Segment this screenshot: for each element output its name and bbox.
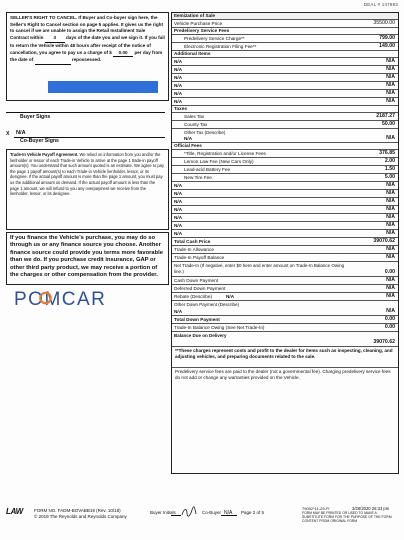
additional-value: N/A: [386, 58, 395, 64]
fee-na-value: N/A: [386, 230, 395, 236]
fee-na-item: N/A: [174, 223, 183, 228]
fee-na-item: N/A: [174, 199, 183, 204]
row-additional-1: [172, 58, 398, 66]
cobuyer-signature-area[interactable]: [6, 125, 169, 145]
row-additional-5: [172, 90, 398, 98]
additional-item: N/A: [174, 99, 183, 104]
row-other-down: [172, 301, 398, 316]
row-county-tax: [172, 121, 398, 129]
additional-value: N/A: [386, 74, 395, 80]
tradein-title: Trade-In Vehicle Payoff Agreement.: [10, 152, 79, 157]
row-additional-2: [172, 66, 398, 74]
label-vehicle-price: Vehicle Purchase Price: [174, 21, 223, 26]
itemization-table: [171, 12, 399, 474]
cancel-charge: 0.00: [113, 50, 133, 58]
row-balance-due: [172, 332, 398, 347]
row-additional-6: [172, 98, 398, 106]
row-tradein-allowance: [172, 246, 398, 254]
row-fee-na-7: [172, 230, 398, 238]
fee-na-item: N/A: [174, 231, 183, 236]
print-datetime: 3/28/2020 26:33 pm: [352, 506, 390, 511]
fee-na-item: N/A: [174, 191, 183, 196]
additional-item: N/A: [174, 59, 183, 64]
row-rebate: [172, 293, 398, 301]
cancel-text-4: repossessed.: [71, 57, 102, 63]
law-logo: LAW: [6, 507, 23, 516]
row-fee-na-6: [172, 222, 398, 230]
additional-value: N/A: [386, 66, 395, 72]
row-total-down: [172, 316, 398, 324]
cancel-text-2: days of the date you and we sign it. If you fail to return the Vehicle within 48 hours after receipt of the notice of cancellation, you agree to pay us a charge of $: [10, 35, 165, 55]
row-taxes-header: [172, 106, 398, 113]
buyer-signature-line: [6, 112, 165, 113]
label-tradein-balance: Trade-In Balance Owing (See Net Trade-In): [174, 325, 265, 330]
cancel-days: 3: [45, 35, 65, 43]
row-electronic-reg: [172, 43, 398, 51]
value-new-tire: 5.00: [384, 174, 395, 180]
footnote-bold-text: **These charges represent costs and profit to the dealer for items such as inspecting, cleaning, and adjusting vehicles, and preparing documents related to the sale.: [175, 348, 393, 360]
initials-signature-icon: [181, 506, 197, 518]
additional-item: N/A: [174, 75, 183, 80]
fee-na-item: N/A: [174, 183, 183, 188]
row-fee-na-2: [172, 190, 398, 198]
cobuyer-x-mark: X: [6, 131, 10, 137]
row-fee-na-5: [172, 214, 398, 222]
label-predelivery: Predelivery Service Fees: [174, 28, 230, 33]
label-new-tire: New Tire Fee: [184, 175, 212, 180]
fee-na-item: N/A: [174, 215, 183, 220]
label-sales-tax: Sales Tax: [184, 114, 205, 119]
value-net-tradein: 0.00: [384, 269, 395, 275]
left-column: [6, 12, 169, 285]
value-county-tax: 50.00: [382, 121, 395, 127]
fee-na-value: N/A: [386, 214, 395, 220]
row-predelivery-header: [172, 28, 398, 35]
predelivery-footnote-2: [172, 368, 398, 383]
value-total-cash-price: 39070.62: [373, 238, 395, 244]
label-title-fees: *Title, Registration and/or License Fees: [184, 151, 266, 156]
value-lemon-law: 2.00: [384, 158, 395, 164]
row-vehicle-price: [172, 20, 398, 28]
row-title-fees: [172, 150, 398, 158]
cobuyer-signs-label: Co-Buyer Signs: [20, 138, 59, 144]
form-description: FORM MAY BE PRINTED OR USED TO MAKE A SUBSTITUTE FORM FOR THE PURPOSE OF THE FORM CONTENT FROM ORIGINAL FORM: [302, 511, 392, 523]
buyer-initials-line[interactable]: [171, 515, 181, 516]
row-official-fees-header: [172, 143, 398, 150]
row-tradein-payoff: [172, 254, 398, 262]
fee-na-value: N/A: [386, 198, 395, 204]
cancel-text-3: per day from the date of: [10, 49, 163, 63]
row-additional-4: [172, 82, 398, 90]
label-other-down: Other Down Payment (Describe): [174, 302, 240, 307]
row-predelivery-service: [172, 35, 398, 43]
form-number: FORM NO. FADM-BOVABB19 (Rev. 10/18): [34, 508, 121, 513]
value-electronic-reg: 149.00: [379, 43, 395, 49]
value-rebate: N/A: [386, 293, 395, 299]
footnote-text: Predelivery service fees are paid to the dealer (not a governmental fee). Charging predelivery service fees do not add or change any warranties provided on the Vehicle.: [175, 369, 391, 381]
fee-na-item: N/A: [174, 207, 183, 212]
value-tradein-payoff: N/A: [386, 254, 395, 260]
label-total-down: Total Down Payment: [174, 317, 220, 322]
itemization-title: Itemization of Sale: [174, 13, 216, 18]
fee-na-value: N/A: [386, 190, 395, 196]
finance-disclosure: [6, 232, 169, 285]
label-cash-down: Cash Down Payment: [174, 278, 219, 283]
predelivery-footnote: [172, 347, 398, 368]
fee-na-value: N/A: [386, 182, 395, 188]
row-cash-down: [172, 277, 398, 285]
value-lead-acid: 1.50: [384, 166, 395, 172]
value-cash-down: N/A: [386, 277, 395, 283]
label-official-fees: Official Fees: [174, 143, 202, 148]
finance-text: If you finance the Vehicle's purchase, you may do so through us or any finance source you choose. Another finance source could provide you terms more favorable than we do. If you purchase credit insurance, GAP or other third party product, we may receive a portion of the charges or other compensation from the provider.: [10, 235, 164, 279]
additional-value: N/A: [386, 90, 395, 96]
label-county-tax: County Tax: [184, 122, 208, 127]
row-additional-3: [172, 74, 398, 82]
buyer-signature-area[interactable]: [6, 102, 169, 125]
other-down-na: N/A: [174, 309, 183, 314]
value-tradein-balance: 0.00: [384, 324, 395, 330]
cancel-blank: [35, 57, 71, 65]
value-vehicle-price: 35500.00: [373, 20, 395, 26]
row-fee-na-4: [172, 206, 398, 214]
fee-na-value: N/A: [386, 222, 395, 228]
cobuyer-na: N/A: [16, 130, 26, 136]
value-tradein-allowance: N/A: [386, 246, 395, 252]
additional-value: N/A: [386, 98, 395, 104]
row-tradein-balance: [172, 324, 398, 332]
row-fee-na-1: [172, 182, 398, 190]
form-code: 79092*11-29-FI: [302, 506, 330, 511]
row-lemon-law: [172, 158, 398, 166]
value-other-tax: N/A: [386, 135, 395, 141]
row-other-tax: [172, 129, 398, 143]
value-total-down: 0.00: [384, 316, 395, 322]
additional-item: N/A: [174, 83, 183, 88]
copyright: © 2019 The Reynolds and Reynolds Company: [34, 514, 127, 519]
redaction-box: [48, 81, 158, 93]
label-total-cash-price: Total Cash Price: [174, 239, 211, 244]
additional-item: N/A: [174, 91, 183, 96]
label-tradein-payoff: Trade-In Payoff Balance: [174, 255, 225, 260]
row-sales-tax: [172, 113, 398, 121]
label-taxes: Taxes: [174, 106, 187, 111]
buyer-initials-label: Buyer Initials: [150, 510, 176, 515]
value-deferred-down: N/A: [386, 285, 395, 291]
buyer-signs-label: Buyer Signs: [20, 114, 51, 120]
label-tradein-allowance: Trade-In Allowance: [174, 247, 214, 252]
itemization-header: [172, 13, 398, 20]
tradein-text: We relied on information from you and/or the lienholder or lessor of each Trade-in Vehicle to arrive at the page 1 trade-in payoff amount(s). You understand that such amount quoted is an estimate. We agree to pay the page 1 payoff amount(s) to each Trade-in Vehicle lienholder, lessor, or its designee. If the actual payoff amount is more than the page 1 amount, you must pay us the additional amount on demand. If the actual payoff amount is less than the page 1 amount, we will refund to you any overpayment we receive from the lienholder, lessor, or its designee.: [10, 152, 164, 197]
other-tax-na: N/A: [184, 136, 193, 141]
row-additional-header: [172, 51, 398, 58]
label-rebate: Rebate (Describe): [174, 294, 213, 299]
row-deferred-down: [172, 285, 398, 293]
fee-na-value: N/A: [386, 206, 395, 212]
value-sales-tax: 2187.27: [376, 113, 395, 119]
label-net-tradein: Net Trade-In (If negative, enter $0 here and enter amount on Trade-In Balance Owing line.): [174, 263, 345, 274]
additional-item: N/A: [174, 67, 183, 72]
label-lemon-law: Lemon Law Fee (New Cars Only): [184, 159, 254, 164]
deal-number: DEAL # 147893: [363, 2, 398, 7]
page-number: Page 2 of 5: [241, 510, 265, 515]
rebate-na: N/A: [226, 294, 235, 299]
label-predelivery-service: Predelivery Service Charge**: [184, 36, 245, 41]
page-footer: [6, 506, 398, 532]
label-additional: Additional Items: [174, 51, 211, 56]
value-other-down: N/A: [386, 308, 395, 314]
value-predelivery-service: 799.00: [379, 35, 395, 41]
label-other-tax: Other Tax (Describe): [184, 130, 226, 135]
row-lead-acid: [172, 166, 398, 174]
cobuyer-initials-label: Co-Buyer: [202, 510, 222, 515]
pomcar-logo-text: POMCAR: [14, 289, 107, 309]
label-lead-acid: Lead-acid Battery Fee: [184, 167, 231, 172]
value-title-fees: 376.85: [379, 150, 395, 156]
cancel-text-1: SELLER'S RIGHT TO CANCEL. If Buyer and Co-buyer sign here, the Seller's Right to Cancel section on page 5 applies. It gives us the right to cancel if we are unable to assign the Retail Installment Sale Contract within: [10, 15, 163, 41]
label-electronic-reg: Electronic Registration Filing Fee**: [184, 44, 257, 49]
tradein-payoff-agreement: [6, 149, 169, 230]
row-new-tire: [172, 174, 398, 182]
row-net-tradein: [172, 262, 398, 277]
additional-value: N/A: [386, 82, 395, 88]
label-deferred-down: Deferred Down Payment: [174, 286, 226, 291]
value-balance-due: 39070.62: [373, 339, 395, 345]
row-total-cash-price: [172, 238, 398, 246]
cobuyer-initials-na: N/A: [224, 510, 233, 516]
row-fee-na-3: [172, 198, 398, 206]
label-balance-due: Balance Due on Delivery: [174, 333, 227, 338]
pomcar-logo: [14, 287, 134, 309]
